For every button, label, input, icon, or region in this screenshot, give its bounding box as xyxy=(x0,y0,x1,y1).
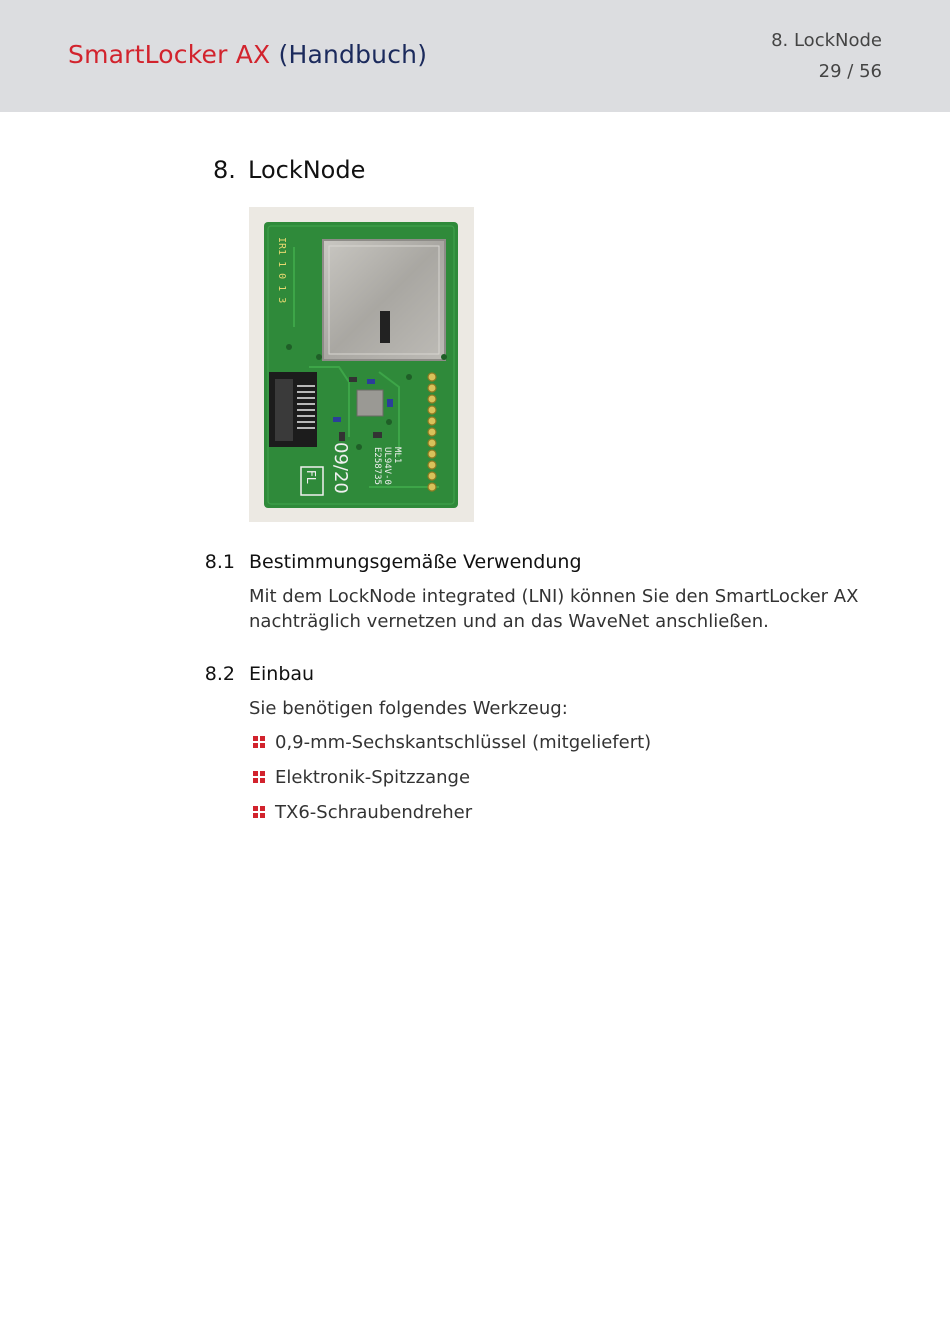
list-item-text: TX6-Schraubendreher xyxy=(275,801,473,823)
pcb-crystal xyxy=(357,390,383,416)
bullet-icon xyxy=(253,736,265,748)
pcb-mark-1: E258735 xyxy=(372,447,382,485)
subsection-title-2: Einbau xyxy=(249,663,315,685)
list-item xyxy=(253,730,651,754)
list-item-text: Elektronik-Spitzzange xyxy=(275,766,471,788)
header-page-number: 29 / 56 xyxy=(818,61,882,82)
section-number: 8. xyxy=(213,156,236,184)
pcb-silkscreen-left: IR1 1 0 1 3 xyxy=(276,237,287,304)
pcb-mark-3: ML1 xyxy=(392,447,402,464)
subsection-title-1: Bestimmungsgemäße Verwendung xyxy=(249,551,582,573)
list-item-text: 0,9-mm-Sechskantschlüssel (mitgeliefert) xyxy=(275,731,652,753)
bullet-icon xyxy=(253,771,265,783)
list-item xyxy=(253,765,470,789)
section-title: LockNode xyxy=(248,156,366,184)
list-item xyxy=(253,800,472,824)
pcb-illustration xyxy=(249,207,474,522)
pcb-date-mark: 09/20 xyxy=(330,442,351,494)
paragraph-line-2: nachträglich vernetzen und an das WaveNet anschließen. xyxy=(249,611,769,632)
tools-intro: Sie benötigen folgendes Werkzeug: xyxy=(249,698,568,719)
brand-subtitle: (Handbuch) xyxy=(278,40,428,69)
pcb-mark-2: UL94V-0 xyxy=(382,447,392,485)
subsection-number-1: 8.1 xyxy=(204,551,235,573)
locknode-pcb-photo xyxy=(249,207,474,522)
bullet-icon xyxy=(253,806,265,818)
page-header xyxy=(0,0,950,112)
paragraph-line-1: Mit dem LockNode integrated (LNI) können Sie den SmartLocker AX xyxy=(249,586,859,607)
pcb-fl-mark: FL xyxy=(304,470,318,484)
brand-name: SmartLocker AX xyxy=(68,40,271,69)
brand-title xyxy=(68,40,427,69)
subsection-number-2: 8.2 xyxy=(204,663,235,685)
header-chapter: 8. LockNode xyxy=(771,30,882,51)
